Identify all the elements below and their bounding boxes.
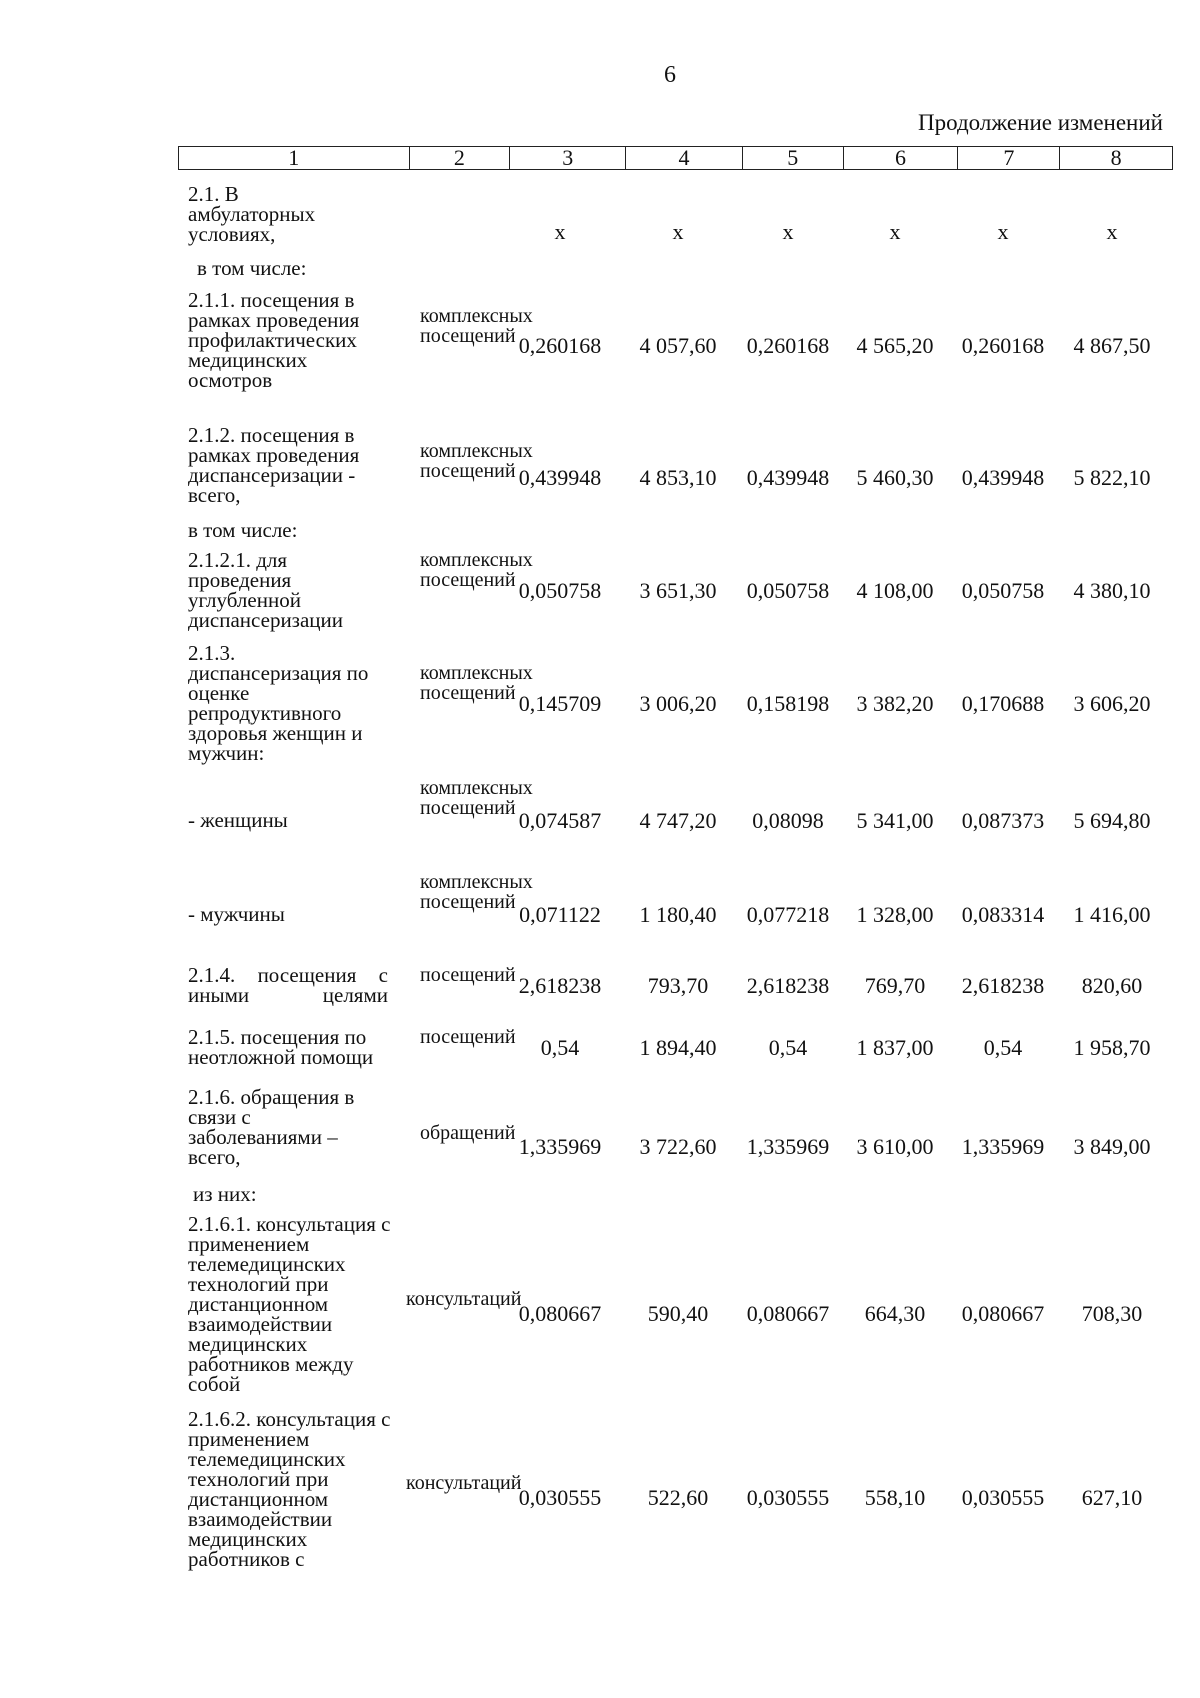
cell-value: 0,54 xyxy=(768,1035,808,1060)
row-unit: комплексных посещений xyxy=(420,440,533,482)
cell-value: 0,158198 xyxy=(746,691,830,716)
row-unit: комплексных посещений xyxy=(420,662,533,704)
cell-value: 4 380,10 xyxy=(1073,578,1151,603)
cell-value: 793,70 xyxy=(647,973,709,998)
cell-value: 3 651,30 xyxy=(639,578,717,603)
cell-value: 0,439948 xyxy=(961,465,1045,490)
cell-value: 5 460,30 xyxy=(856,465,934,490)
cell-value: 1 958,70 xyxy=(1073,1035,1151,1060)
cell-value: 0,260168 xyxy=(518,333,602,358)
row-name: 2.1.6.1. консультация с применением телемедицинских технологий при дистанционном взаимодействии медицинских работников между собой xyxy=(188,1212,391,1396)
cell-value: 2,618238 xyxy=(961,973,1045,998)
header-col: 1 xyxy=(179,147,410,169)
cell-value: 0,145709 xyxy=(518,691,602,716)
table-header xyxy=(178,146,1173,170)
cell-value: 0,030555 xyxy=(518,1485,602,1510)
cell-value: 4 565,20 xyxy=(856,333,934,358)
cell-value: х xyxy=(997,219,1009,244)
cell-value: х xyxy=(782,219,794,244)
row-name: 2.1.1. посещения в рамках проведения профилактических медицинских осмотров xyxy=(188,288,360,392)
row-unit: обращений xyxy=(420,1122,516,1144)
cell-value: 1,335969 xyxy=(518,1134,602,1159)
cell-value: 558,10 xyxy=(864,1485,926,1510)
cell-value: 4 853,10 xyxy=(639,465,717,490)
row-name: 2.1.2.1. для проведения углубленной диспансеризации xyxy=(188,548,344,632)
cell-value: 0,050758 xyxy=(961,578,1045,603)
cell-value: 2,618238 xyxy=(518,973,602,998)
cell-value: х xyxy=(554,219,566,244)
cell-value: 1 328,00 xyxy=(856,902,934,927)
cell-value: 1 894,40 xyxy=(639,1035,717,1060)
cell-value: 3 849,00 xyxy=(1073,1134,1151,1159)
cell-value: 1,335969 xyxy=(746,1134,830,1159)
row-name: 2.1.3. диспансеризация по оценке репродуктивного здоровья женщин и мужчин: xyxy=(188,641,369,765)
cell-value: 0,087373 xyxy=(961,808,1045,833)
cell-value: 0,260168 xyxy=(746,333,830,358)
cell-value: 2,618238 xyxy=(746,973,830,998)
cell-value: 3 606,20 xyxy=(1073,691,1151,716)
row-unit: консультаций xyxy=(406,1288,522,1310)
cell-value: 769,70 xyxy=(864,973,926,998)
row-unit: комплексных посещений xyxy=(420,871,533,913)
cell-value: 5 694,80 xyxy=(1073,808,1151,833)
row-unit: консультаций xyxy=(406,1472,522,1494)
row-name: 2.1.4. посещения с иными целями xyxy=(188,963,388,1007)
cell-value: 4 108,00 xyxy=(856,578,934,603)
cell-value: 0,071122 xyxy=(519,902,601,927)
cell-value: 0,050758 xyxy=(518,578,602,603)
cell-value: 0,080667 xyxy=(746,1301,830,1326)
cell-value: х xyxy=(1106,219,1118,244)
row-name: 2.1.2. посещения в рамках проведения диспансеризации - всего, xyxy=(188,423,360,507)
cell-value: 1 416,00 xyxy=(1073,902,1151,927)
cell-value: 0,050758 xyxy=(746,578,830,603)
row-name: 2.1.6.2. консультация с применением телемедицинских технологий при дистанционном взаимодействии медицинских работников с xyxy=(188,1407,391,1571)
header-col: 2 xyxy=(410,147,511,169)
cell-value: 0,260168 xyxy=(961,333,1045,358)
header-col: 4 xyxy=(626,147,743,169)
cell-value: х xyxy=(672,219,684,244)
subheading: в том числе: xyxy=(197,256,307,280)
cell-value: 627,10 xyxy=(1081,1485,1143,1510)
cell-value: 5 822,10 xyxy=(1073,465,1151,490)
row-name: 2.1.5. посещения по неотложной помощи xyxy=(188,1025,374,1069)
cell-value: 0,170688 xyxy=(961,691,1045,716)
cell-value: 4 057,60 xyxy=(639,333,717,358)
header-col: 7 xyxy=(958,147,1060,169)
cell-value: 1 180,40 xyxy=(639,902,717,927)
row-name: 2.1.6. обращения в связи с заболеваниями – всего, xyxy=(188,1085,355,1169)
header-col: 8 xyxy=(1110,145,1122,170)
cell-value: 0,54 xyxy=(540,1035,580,1060)
header-col: 3 xyxy=(510,147,626,169)
subheading: из них: xyxy=(193,1182,257,1206)
row-unit: комплексных посещений xyxy=(420,777,533,819)
cell-value: 0,074587 xyxy=(518,808,602,833)
cell-value: 4 747,20 xyxy=(639,808,717,833)
cell-value: 1,335969 xyxy=(961,1134,1045,1159)
cell-value: 708,30 xyxy=(1081,1301,1143,1326)
cell-value: 0,030555 xyxy=(746,1485,830,1510)
cell-value: 820,60 xyxy=(1081,973,1143,998)
cell-value: х xyxy=(889,219,901,244)
page-number: 6 xyxy=(664,62,676,88)
row-name: - мужчины xyxy=(188,902,285,926)
cell-value: 0,08098 xyxy=(752,808,824,833)
continuation-label: Продолжение изменений xyxy=(918,110,1163,135)
cell-value: 3 610,00 xyxy=(856,1134,934,1159)
cell-value: 3 722,60 xyxy=(639,1134,717,1159)
cell-value: 0,439948 xyxy=(518,465,602,490)
cell-value: 0,083314 xyxy=(961,902,1045,927)
row-name: - женщины xyxy=(188,808,288,832)
cell-value: 5 341,00 xyxy=(856,808,934,833)
cell-value: 0,439948 xyxy=(746,465,830,490)
cell-value: 0,080667 xyxy=(961,1301,1045,1326)
cell-value: 3 006,20 xyxy=(639,691,717,716)
cell-value: 1 837,00 xyxy=(856,1035,934,1060)
row-unit: комплексных посещений xyxy=(420,549,533,591)
cell-value: 590,40 xyxy=(647,1301,709,1326)
cell-value: 4 867,50 xyxy=(1073,333,1151,358)
subheading: в том числе: xyxy=(188,518,298,542)
cell-value: 664,30 xyxy=(864,1301,926,1326)
cell-value: 522,60 xyxy=(647,1485,709,1510)
row-unit: посещений xyxy=(420,1026,516,1048)
header-col: 5 xyxy=(743,147,844,169)
cell-value: 0,54 xyxy=(983,1035,1023,1060)
row-unit: посещений xyxy=(420,964,516,986)
cell-value: 3 382,20 xyxy=(856,691,934,716)
row-name: 2.1. В амбулаторных условиях, xyxy=(188,182,316,246)
row-unit: комплексных посещений xyxy=(420,305,533,347)
cell-value: 0,077218 xyxy=(746,902,830,927)
cell-value: 0,080667 xyxy=(518,1301,602,1326)
cell-value: 0,030555 xyxy=(961,1485,1045,1510)
header-col: 6 xyxy=(844,147,959,169)
